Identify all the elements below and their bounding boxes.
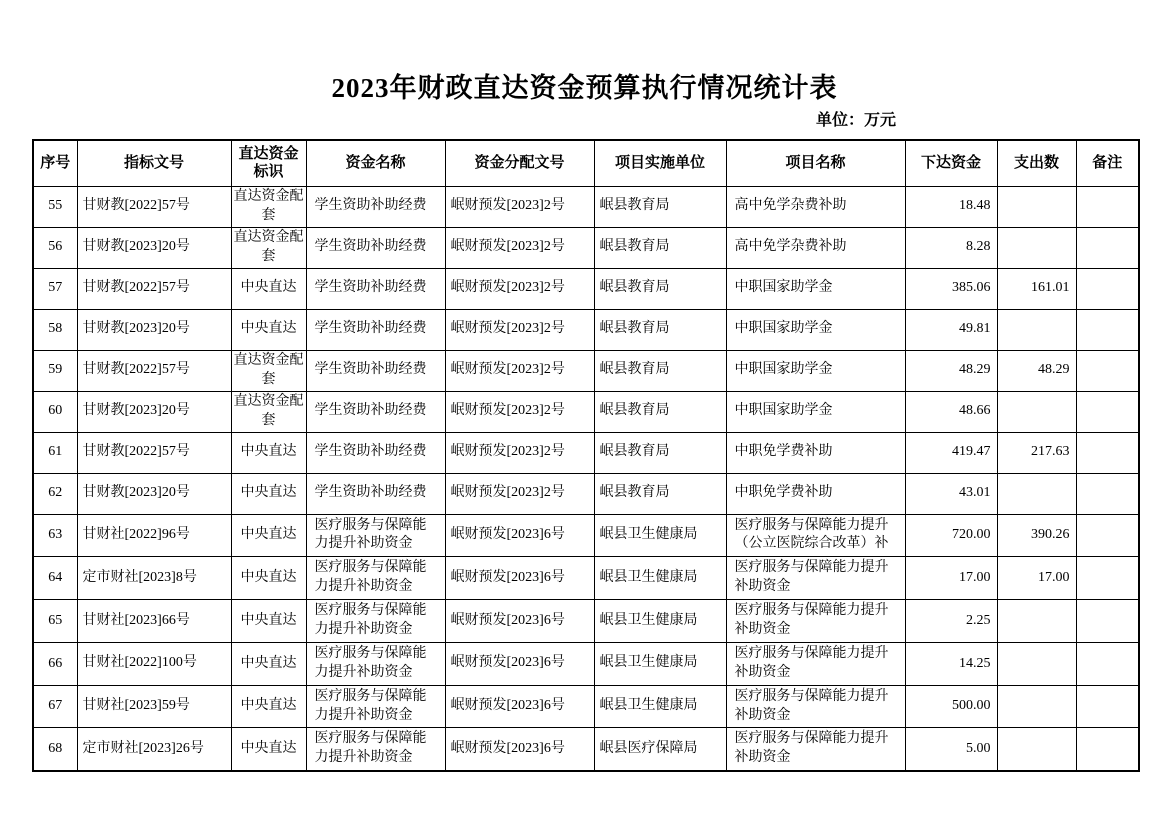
table-row bbox=[33, 600, 1139, 643]
header-impl-unit: 项目实施单位 bbox=[594, 140, 726, 186]
cell-fund-name: 医疗服务与保障能力提升补助资金 bbox=[306, 728, 445, 771]
cell-spent-amount bbox=[997, 391, 1076, 432]
header-project-name: 项目名称 bbox=[726, 140, 905, 186]
cell-allocated-funds: 14.25 bbox=[905, 642, 997, 685]
cell-impl-unit: 岷县卫生健康局 bbox=[594, 600, 726, 643]
cell-alloc-doc: 岷财预发[2023]2号 bbox=[445, 186, 594, 227]
cell-doc-no: 甘财教[2022]57号 bbox=[77, 268, 231, 309]
cell-allocated-funds: 49.81 bbox=[905, 309, 997, 350]
cell-fund-name: 医疗服务与保障能力提升补助资金 bbox=[306, 557, 445, 600]
cell-project-name: 中职国家助学金 bbox=[726, 268, 905, 309]
cell-project-name: 医疗服务与保障能力提升补助资金 bbox=[726, 600, 905, 643]
table-header bbox=[33, 140, 1139, 186]
cell-allocated-funds: 720.00 bbox=[905, 514, 997, 557]
cell-spent-amount bbox=[997, 642, 1076, 685]
cell-fund-flag: 中央直达 bbox=[231, 514, 306, 557]
cell-fund-name: 医疗服务与保障能力提升补助资金 bbox=[306, 685, 445, 728]
cell-remarks bbox=[1076, 186, 1139, 227]
cell-alloc-doc: 岷财预发[2023]2号 bbox=[445, 268, 594, 309]
cell-spent-amount bbox=[997, 309, 1076, 350]
cell-alloc-doc: 岷财预发[2023]6号 bbox=[445, 685, 594, 728]
cell-impl-unit: 岷县教育局 bbox=[594, 473, 726, 514]
header-remarks: 备注 bbox=[1076, 140, 1139, 186]
cell-doc-no: 甘财社[2023]66号 bbox=[77, 600, 231, 643]
cell-alloc-doc: 岷财预发[2023]2号 bbox=[445, 350, 594, 391]
cell-impl-unit: 岷县教育局 bbox=[594, 309, 726, 350]
page-title: 2023年财政直达资金预算执行情况统计表 bbox=[331, 73, 838, 103]
cell-fund-name: 学生资助补助经费 bbox=[306, 309, 445, 350]
table-row bbox=[33, 350, 1139, 391]
cell-fund-flag: 直达资金配套 bbox=[231, 227, 306, 268]
cell-spent-amount: 217.63 bbox=[997, 432, 1076, 473]
cell-doc-no: 甘财社[2022]100号 bbox=[77, 642, 231, 685]
cell-serial: 64 bbox=[33, 557, 77, 600]
cell-fund-flag: 中央直达 bbox=[231, 309, 306, 350]
cell-doc-no: 定市财社[2023]26号 bbox=[77, 728, 231, 771]
cell-remarks bbox=[1076, 685, 1139, 728]
cell-spent-amount bbox=[997, 227, 1076, 268]
cell-allocated-funds: 419.47 bbox=[905, 432, 997, 473]
table-row bbox=[33, 728, 1139, 771]
cell-alloc-doc: 岷财预发[2023]2号 bbox=[445, 391, 594, 432]
header-fund-name: 资金名称 bbox=[306, 140, 445, 186]
cell-fund-flag: 中央直达 bbox=[231, 600, 306, 643]
cell-fund-flag: 中央直达 bbox=[231, 557, 306, 600]
cell-remarks bbox=[1076, 514, 1139, 557]
cell-allocated-funds: 5.00 bbox=[905, 728, 997, 771]
cell-impl-unit: 岷县教育局 bbox=[594, 227, 726, 268]
cell-alloc-doc: 岷财预发[2023]6号 bbox=[445, 600, 594, 643]
cell-allocated-funds: 500.00 bbox=[905, 685, 997, 728]
cell-impl-unit: 岷县教育局 bbox=[594, 186, 726, 227]
cell-doc-no: 甘财教[2022]57号 bbox=[77, 350, 231, 391]
cell-allocated-funds: 18.48 bbox=[905, 186, 997, 227]
cell-fund-name: 学生资助补助经费 bbox=[306, 227, 445, 268]
header-alloc-doc: 资金分配文号 bbox=[445, 140, 594, 186]
cell-impl-unit: 岷县卫生健康局 bbox=[594, 514, 726, 557]
cell-serial: 65 bbox=[33, 600, 77, 643]
cell-serial: 57 bbox=[33, 268, 77, 309]
cell-doc-no: 甘财教[2023]20号 bbox=[77, 227, 231, 268]
cell-serial: 58 bbox=[33, 309, 77, 350]
cell-serial: 61 bbox=[33, 432, 77, 473]
cell-serial: 55 bbox=[33, 186, 77, 227]
cell-alloc-doc: 岷财预发[2023]2号 bbox=[445, 432, 594, 473]
cell-remarks bbox=[1076, 473, 1139, 514]
header-serial: 序号 bbox=[33, 140, 77, 186]
cell-remarks bbox=[1076, 557, 1139, 600]
cell-spent-amount: 390.26 bbox=[997, 514, 1076, 557]
cell-spent-amount bbox=[997, 186, 1076, 227]
cell-alloc-doc: 岷财预发[2023]6号 bbox=[445, 557, 594, 600]
cell-spent-amount: 161.01 bbox=[997, 268, 1076, 309]
table-body bbox=[33, 186, 1139, 771]
cell-doc-no: 甘财教[2023]20号 bbox=[77, 309, 231, 350]
cell-serial: 63 bbox=[33, 514, 77, 557]
table-row bbox=[33, 432, 1139, 473]
cell-doc-no: 甘财教[2023]20号 bbox=[77, 473, 231, 514]
cell-fund-name: 学生资助补助经费 bbox=[306, 473, 445, 514]
cell-remarks bbox=[1076, 227, 1139, 268]
cell-alloc-doc: 岷财预发[2023]6号 bbox=[445, 728, 594, 771]
cell-project-name: 中职免学费补助 bbox=[726, 473, 905, 514]
cell-fund-flag: 直达资金配套 bbox=[231, 391, 306, 432]
cell-alloc-doc: 岷财预发[2023]6号 bbox=[445, 514, 594, 557]
cell-remarks bbox=[1076, 309, 1139, 350]
cell-impl-unit: 岷县教育局 bbox=[594, 350, 726, 391]
cell-alloc-doc: 岷财预发[2023]2号 bbox=[445, 473, 594, 514]
cell-fund-flag: 中央直达 bbox=[231, 642, 306, 685]
cell-allocated-funds: 43.01 bbox=[905, 473, 997, 514]
cell-doc-no: 甘财社[2023]59号 bbox=[77, 685, 231, 728]
cell-remarks bbox=[1076, 728, 1139, 771]
cell-project-name: 医疗服务与保障能力提升补助资金 bbox=[726, 685, 905, 728]
cell-remarks bbox=[1076, 391, 1139, 432]
cell-fund-name: 学生资助补助经费 bbox=[306, 432, 445, 473]
budget-table bbox=[32, 139, 1140, 772]
cell-remarks bbox=[1076, 350, 1139, 391]
cell-spent-amount bbox=[997, 600, 1076, 643]
cell-spent-amount bbox=[997, 473, 1076, 514]
header-doc-no: 指标文号 bbox=[77, 140, 231, 186]
cell-allocated-funds: 48.66 bbox=[905, 391, 997, 432]
cell-spent-amount: 17.00 bbox=[997, 557, 1076, 600]
cell-remarks bbox=[1076, 268, 1139, 309]
cell-alloc-doc: 岷财预发[2023]6号 bbox=[445, 642, 594, 685]
header-fund-flag: 直达资金标识 bbox=[231, 140, 306, 186]
header-spent-amount: 支出数 bbox=[997, 140, 1076, 186]
header-allocated-funds: 下达资金 bbox=[905, 140, 997, 186]
cell-doc-no: 甘财教[2022]57号 bbox=[77, 186, 231, 227]
table-row bbox=[33, 391, 1139, 432]
cell-serial: 67 bbox=[33, 685, 77, 728]
cell-project-name: 中职国家助学金 bbox=[726, 391, 905, 432]
cell-allocated-funds: 2.25 bbox=[905, 600, 997, 643]
cell-allocated-funds: 8.28 bbox=[905, 227, 997, 268]
cell-fund-name: 学生资助补助经费 bbox=[306, 350, 445, 391]
table-row bbox=[33, 186, 1139, 227]
cell-fund-name: 学生资助补助经费 bbox=[306, 186, 445, 227]
cell-project-name: 医疗服务与保障能力提升（公立医院综合改革）补 bbox=[726, 514, 905, 557]
cell-fund-name: 学生资助补助经费 bbox=[306, 268, 445, 309]
cell-project-name: 医疗服务与保障能力提升补助资金 bbox=[726, 557, 905, 600]
cell-fund-name: 医疗服务与保障能力提升补助资金 bbox=[306, 514, 445, 557]
cell-doc-no: 甘财教[2022]57号 bbox=[77, 432, 231, 473]
cell-project-name: 中职国家助学金 bbox=[726, 309, 905, 350]
cell-serial: 62 bbox=[33, 473, 77, 514]
cell-impl-unit: 岷县教育局 bbox=[594, 391, 726, 432]
cell-project-name: 高中免学杂费补助 bbox=[726, 186, 905, 227]
cell-impl-unit: 岷县卫生健康局 bbox=[594, 642, 726, 685]
cell-project-name: 中职国家助学金 bbox=[726, 350, 905, 391]
unit-label: 单位：万元 bbox=[816, 112, 897, 129]
table-row bbox=[33, 309, 1139, 350]
cell-serial: 60 bbox=[33, 391, 77, 432]
cell-project-name: 医疗服务与保障能力提升补助资金 bbox=[726, 728, 905, 771]
cell-remarks bbox=[1076, 432, 1139, 473]
cell-fund-flag: 中央直达 bbox=[231, 473, 306, 514]
cell-alloc-doc: 岷财预发[2023]2号 bbox=[445, 309, 594, 350]
cell-serial: 59 bbox=[33, 350, 77, 391]
table-row bbox=[33, 227, 1139, 268]
cell-project-name: 高中免学杂费补助 bbox=[726, 227, 905, 268]
cell-alloc-doc: 岷财预发[2023]2号 bbox=[445, 227, 594, 268]
cell-serial: 66 bbox=[33, 642, 77, 685]
cell-allocated-funds: 17.00 bbox=[905, 557, 997, 600]
cell-allocated-funds: 385.06 bbox=[905, 268, 997, 309]
cell-spent-amount: 48.29 bbox=[997, 350, 1076, 391]
cell-impl-unit: 岷县教育局 bbox=[594, 268, 726, 309]
cell-fund-flag: 直达资金配套 bbox=[231, 350, 306, 391]
cell-fund-flag: 中央直达 bbox=[231, 268, 306, 309]
cell-impl-unit: 岷县医疗保障局 bbox=[594, 728, 726, 771]
cell-impl-unit: 岷县教育局 bbox=[594, 432, 726, 473]
table-row bbox=[33, 268, 1139, 309]
cell-fund-flag: 中央直达 bbox=[231, 685, 306, 728]
cell-serial: 68 bbox=[33, 728, 77, 771]
cell-doc-no: 定市财社[2023]8号 bbox=[77, 557, 231, 600]
cell-remarks bbox=[1076, 600, 1139, 643]
cell-fund-flag: 中央直达 bbox=[231, 728, 306, 771]
cell-spent-amount bbox=[997, 728, 1076, 771]
cell-doc-no: 甘财教[2023]20号 bbox=[77, 391, 231, 432]
cell-project-name: 中职免学费补助 bbox=[726, 432, 905, 473]
cell-allocated-funds: 48.29 bbox=[905, 350, 997, 391]
cell-serial: 56 bbox=[33, 227, 77, 268]
table-row bbox=[33, 557, 1139, 600]
cell-spent-amount bbox=[997, 685, 1076, 728]
cell-fund-name: 医疗服务与保障能力提升补助资金 bbox=[306, 600, 445, 643]
cell-project-name: 医疗服务与保障能力提升补助资金 bbox=[726, 642, 905, 685]
cell-fund-flag: 直达资金配套 bbox=[231, 186, 306, 227]
cell-impl-unit: 岷县卫生健康局 bbox=[594, 557, 726, 600]
cell-fund-name: 学生资助补助经费 bbox=[306, 391, 445, 432]
cell-impl-unit: 岷县卫生健康局 bbox=[594, 685, 726, 728]
cell-fund-flag: 中央直达 bbox=[231, 432, 306, 473]
table-row bbox=[33, 685, 1139, 728]
cell-remarks bbox=[1076, 642, 1139, 685]
table-row bbox=[33, 514, 1139, 557]
cell-fund-name: 医疗服务与保障能力提升补助资金 bbox=[306, 642, 445, 685]
table-row bbox=[33, 473, 1139, 514]
table-row bbox=[33, 642, 1139, 685]
cell-doc-no: 甘财社[2022]96号 bbox=[77, 514, 231, 557]
